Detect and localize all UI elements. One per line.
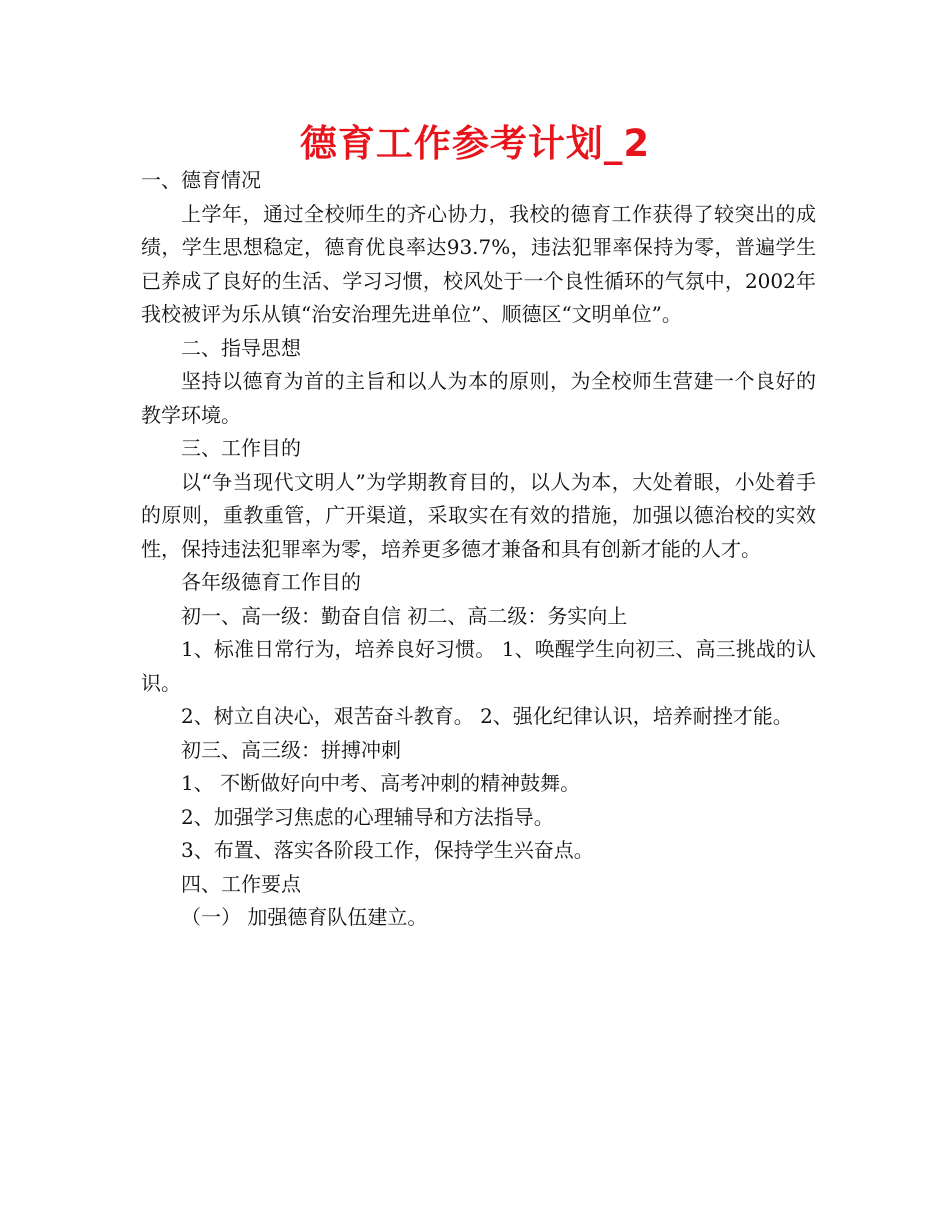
section-heading-situation: 一、德育情况 <box>141 168 261 192</box>
paragraph-situation: 上学年，通过全校师生的齐心协力，我校的德育工作获得了较突出的成绩，学生思想稳定，德育优良率达93.7%，违法犯罪率保持为零，普遍学生已养成了良好的生活、学习习惯，校风处于一个良性循环的气氛中，2002年我校被评为乐从镇“治安治理先进单位”、顺德区“文明单位”。 <box>141 201 816 326</box>
paragraph-guiding-thought: 坚持以德育为首的主旨和以人为本的原则，为全校师生营建一个良好的教学环境。 <box>141 369 816 427</box>
document-title: 德育工作参考计划_2 <box>299 122 651 165</box>
paragraph-work-goal: 以“争当现代文明人”为学期教育目的，以人为本，大处着眼，小处着手的原则，重教重管，广开渠道，采取实在有效的措施，加强以德治校的实效性，保持违法犯罪率为零，培养更多德才兼备和具有创新才能的人才。 <box>141 469 816 561</box>
list-item: 1、标准日常行为，培养良好习惯。 1、唤醒学生向初三、高三挑战的认识。 <box>141 637 816 695</box>
section-heading-guiding-thought: 二、指导思想 <box>181 335 301 360</box>
list-item: 1、 不断做好向中考、高考冲刺的精神鼓舞。 <box>181 771 581 795</box>
list-item: 3、布置、落实各阶段工作，保持学生兴奋点。 <box>181 838 594 862</box>
subsection-heading-team-building: （一） 加强德育队伍建立。 <box>181 905 428 929</box>
list-item: 2、加强学习焦虑的心理辅导和方法指导。 <box>181 804 554 829</box>
document-body <box>141 164 816 935</box>
section-heading-work-goal: 三、工作目的 <box>181 436 301 460</box>
list-item: 2、树立自决心，艰苦奋斗教育。 2、强化纪律认识，培养耐挫才能。 <box>181 704 793 728</box>
section-heading-work-points: 四、工作要点 <box>181 871 301 896</box>
subheading-grade-goals: 各年级德育工作目的 <box>181 570 361 594</box>
subheading-grade-three: 初三、高三级：拼搏冲刺 <box>181 737 401 762</box>
grade-goals-line: 初一、高一级：勤奋自信 初二、高二级：务实向上 <box>181 603 628 628</box>
